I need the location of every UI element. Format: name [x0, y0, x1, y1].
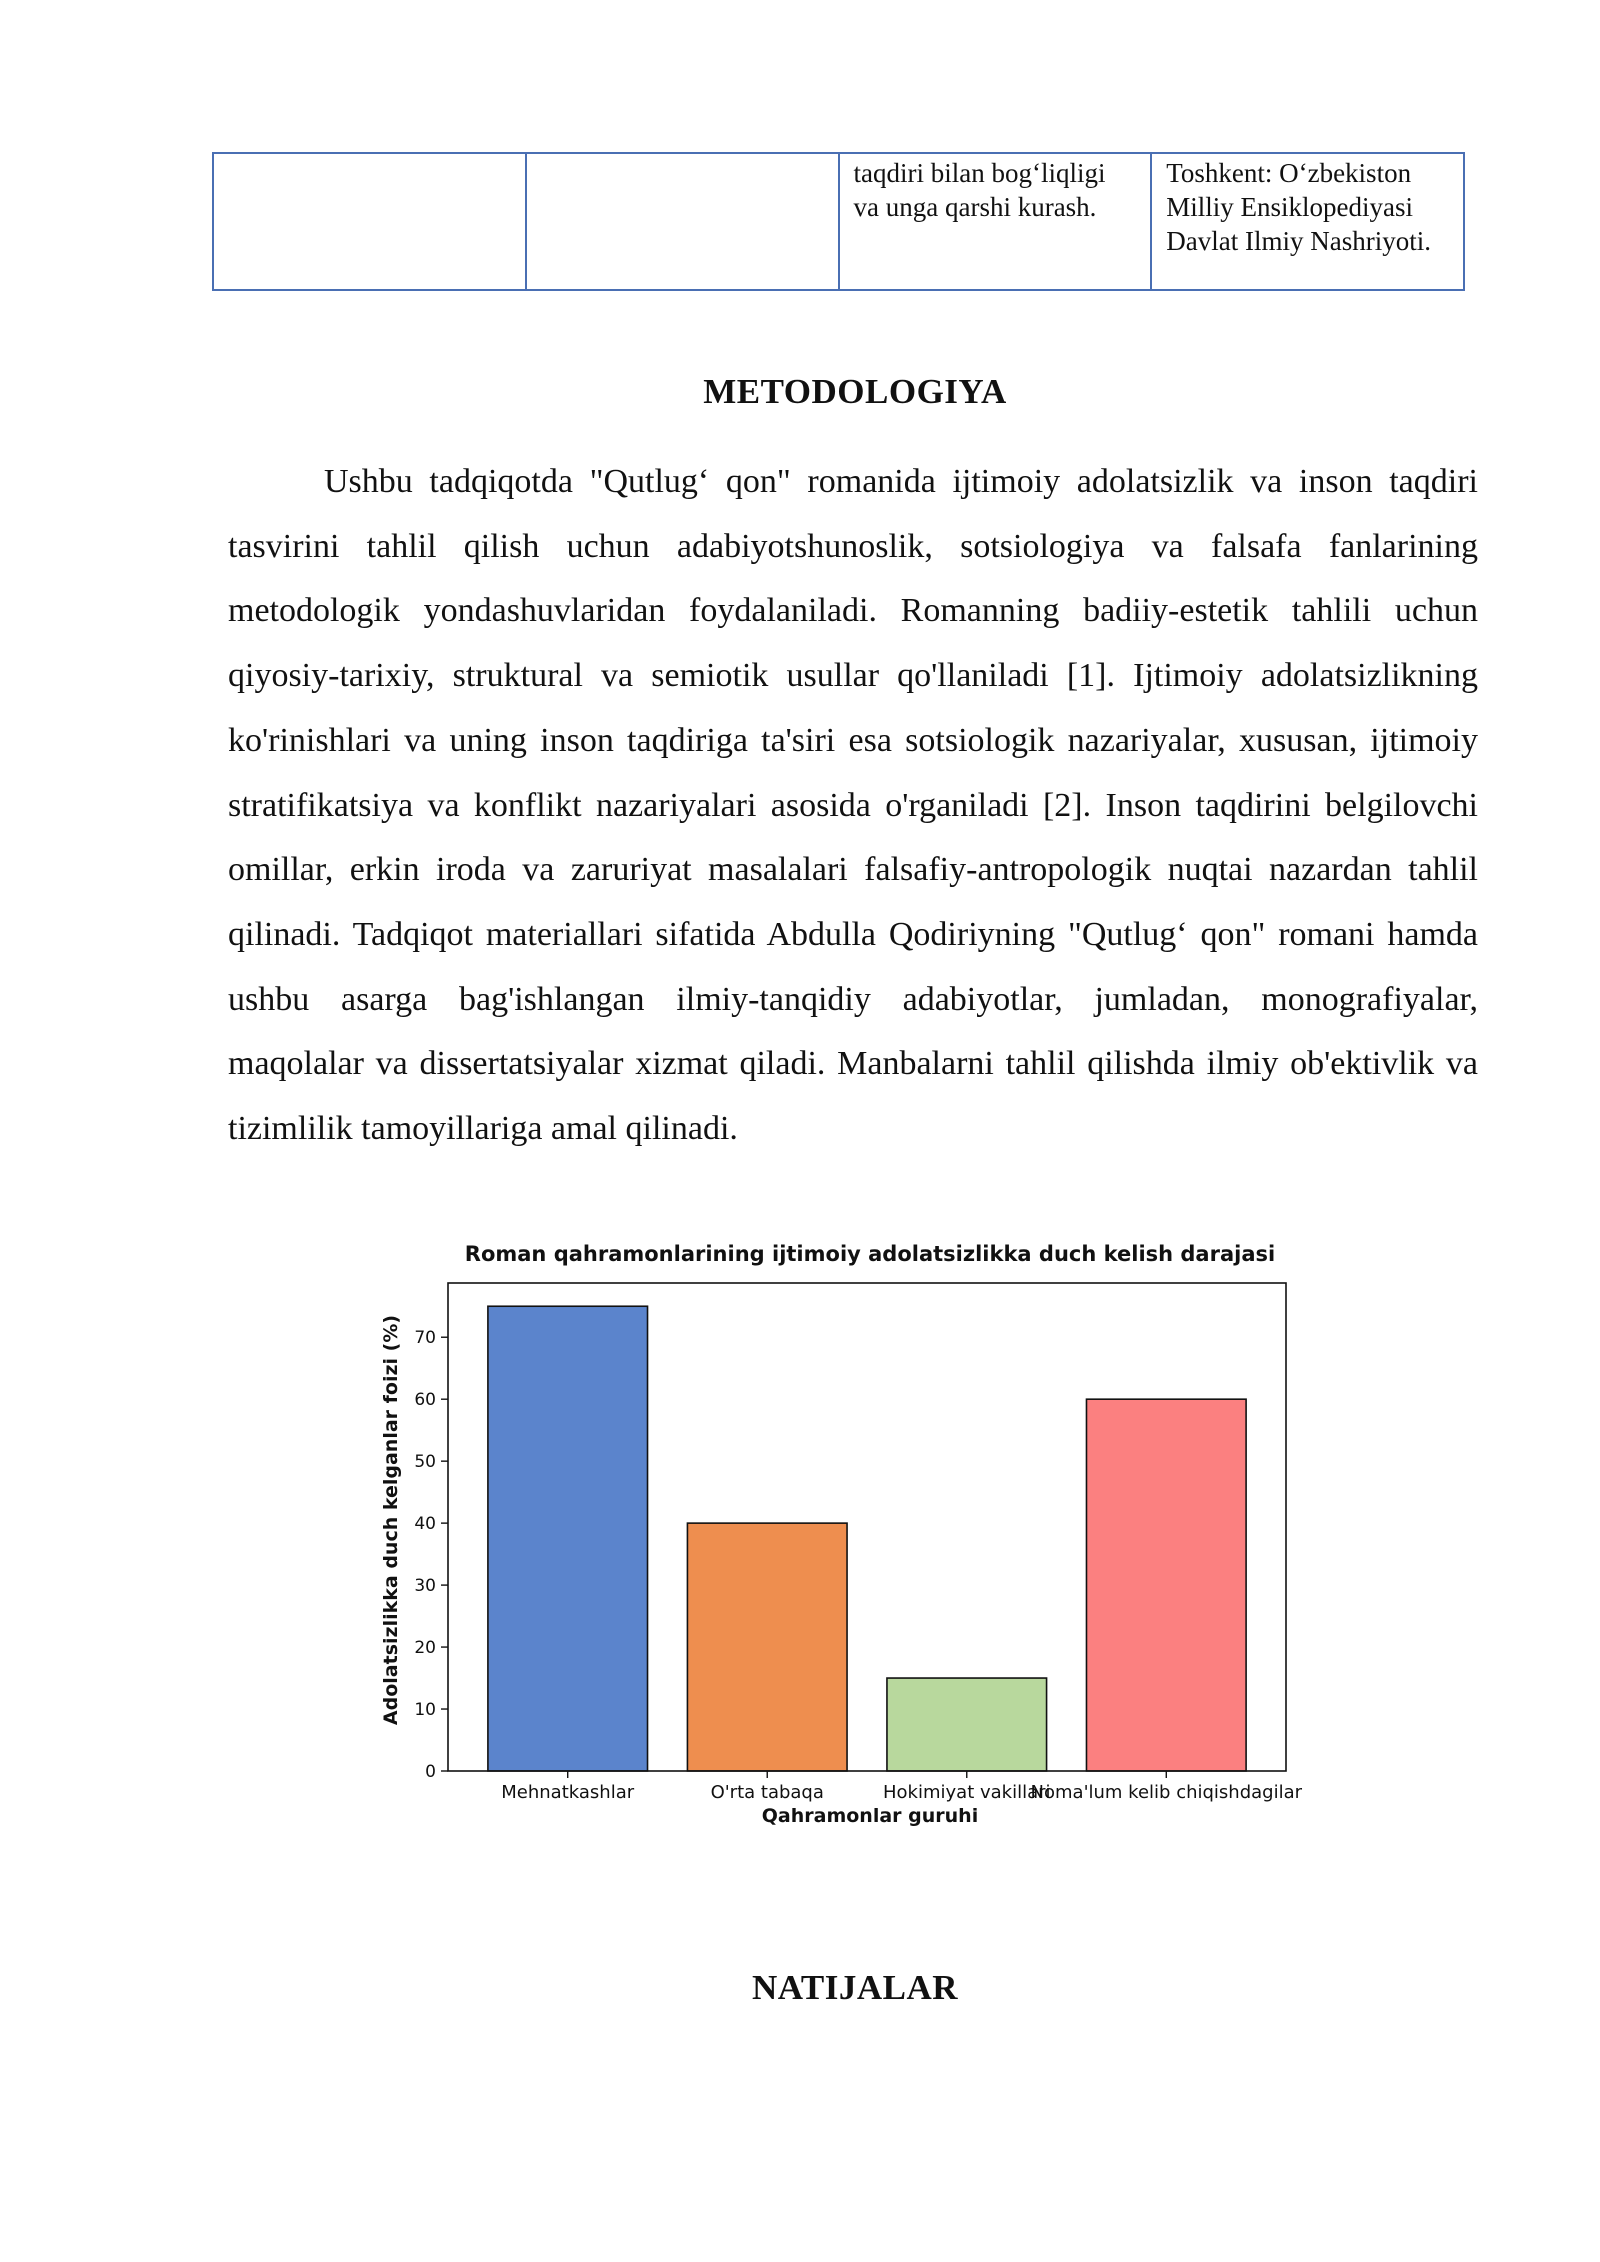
x-axis-label: Qahramonlar guruhi [761, 1805, 979, 1827]
bar [687, 1523, 847, 1771]
y-tick-label: 50 [414, 1452, 436, 1473]
x-tick-label: Noma'lum kelib chiqishdagilar [1030, 1782, 1303, 1803]
y-tick-label: 70 [414, 1328, 436, 1349]
chart-title: Roman qahramonlarining ijtimoiy adolatsizlikka duch kelish darajasi [464, 1242, 1276, 1266]
table-cell: Toshkent: O‘zbekiston Milliy Ensiklopediyasi Davlat Ilmiy Nashriyoti. [1151, 153, 1464, 290]
reference-table-fragment [212, 152, 1465, 291]
methodology-heading: METODOLOGIYA [703, 372, 1007, 411]
table-cell [213, 153, 526, 290]
table-cell: taqdiri bilan bog‘liqligi va unga qarshi kurash. [839, 153, 1152, 290]
table-cell [526, 153, 839, 290]
bar [488, 1306, 648, 1771]
x-tick-label: O'rta tabaqa [710, 1782, 824, 1803]
bar [887, 1678, 1047, 1771]
bar-chart [360, 1228, 1350, 1858]
y-tick-label: 0 [425, 1762, 436, 1782]
y-tick-label: 30 [414, 1576, 436, 1597]
bar [1086, 1399, 1246, 1771]
x-tick-label: Mehnatkashlar [501, 1782, 635, 1803]
y-tick-label: 60 [414, 1390, 436, 1411]
y-tick-label: 20 [414, 1638, 436, 1659]
y-tick-label: 10 [414, 1700, 436, 1721]
y-axis-label: Adolatsizlikka duch kelganlar foizi (%) [380, 1314, 402, 1726]
x-tick-label: Hokimiyat vakillari [883, 1782, 1051, 1803]
results-heading: NATIJALAR [751, 1968, 959, 2007]
methodology-paragraph: Ushbu tadqiqotda "Qutlug‘ qon" romanida ijtimoiy adolatsizlik va inson taqdiri tasvirini tahlil qilish uchun adabiyotshunoslik, sotsiologiya va falsafa fanlarining metodologik yondashuvlaridan foydalaniladi. Romanning badiiy-estetik tahlili uchun qiyosiy-tarixiy, struktural va semiotik usullar qo'llaniladi [1]. Ijtimoiy adolatsizlikning ko'rinishlari va uning inson taqdiriga ta'siri esa sotsiologik nazariyalar, xususan, ijtimoiy stratifikatsiya va konflikt nazariyalari asosida o'rganiladi [2]. Inson taqdirini belgilovchi omillar, erkin iroda va zaruriyat masalalari falsafiy-antropologik nuqtai nazardan tahlil qilinadi. Tadqiqot materiallari sifatida Abdulla Qodiriyning "Qutlug‘ qon" romani hamda ushbu asarga bag'ishlangan ilmiy-tanqidiy adabiyotlar, jumladan, monografiyalar, maqolalar va dissertatsiyalar xizmat qiladi. Manbalarni tahlil qilishda ilmiy ob'ektivlik va tizimlilik tamoyillariga amal qilinadi. [228, 463, 1478, 1148]
table-row [213, 153, 1464, 290]
y-tick-label: 40 [414, 1514, 436, 1535]
